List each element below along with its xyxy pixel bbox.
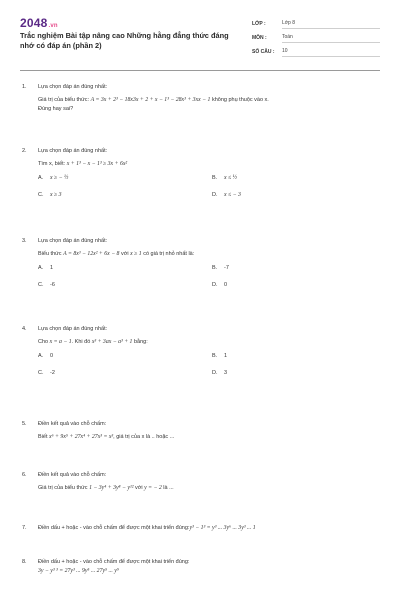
question-number: 4.	[22, 325, 27, 332]
math-expression: x ≥ 1	[130, 251, 142, 257]
option-label: A.	[38, 265, 44, 271]
math-expression: x = a − 1	[49, 339, 72, 345]
question-prompt: Điền dấu + hoặc - vào chỗ chấm để được một khai triển đúng:	[38, 524, 190, 531]
option-label: C.	[38, 192, 44, 198]
question-2	[22, 146, 378, 209]
option-text: x ≥ − ½	[50, 175, 69, 181]
body-text: bằng:	[132, 339, 148, 345]
option-label: C.	[38, 370, 44, 376]
logo-suffix: .vn	[48, 23, 58, 29]
question-prompt: Điền kết quả vào chỗ chấm:	[38, 420, 107, 427]
question-prompt: Lựa chọn đáp án đúng nhất:	[38, 83, 108, 90]
question-6	[22, 470, 378, 493]
math-expression: y = − 2	[144, 485, 162, 491]
option-text: 1	[50, 265, 54, 271]
option-c[interactable]	[38, 370, 55, 376]
body-text: với	[133, 485, 145, 491]
body-text: Biết	[38, 434, 50, 440]
option-label: A.	[38, 175, 44, 181]
option-label: B.	[212, 353, 218, 359]
body-text: , giá trị của x là .. hoặc ...	[113, 434, 175, 440]
body-text: là ...	[161, 485, 174, 491]
option-text: 0	[224, 282, 228, 288]
question-body	[38, 338, 378, 347]
answer-options	[38, 347, 378, 387]
question-number: 1.	[22, 83, 27, 90]
meta-value-subject: Toán	[282, 34, 380, 43]
body-text: có giá trị nhỏ nhất là:	[141, 251, 195, 257]
option-label: A.	[38, 353, 44, 359]
math-expression: x + 1³ − x − 1³ ≥ 3x + 6x²	[66, 161, 128, 167]
question-body	[38, 96, 378, 114]
answer-options	[38, 169, 378, 209]
body-line-2: Đúng hay sai?	[38, 106, 74, 112]
option-label: B.	[212, 265, 218, 271]
option-label: B.	[212, 175, 218, 181]
option-b[interactable]	[212, 353, 227, 359]
option-c[interactable]	[38, 282, 55, 288]
question-body	[38, 484, 378, 493]
question-3	[22, 236, 378, 299]
body-text: Tìm x, biết:	[38, 161, 67, 167]
option-text: 0	[50, 353, 54, 359]
meta-key-class: LỚP :	[252, 21, 266, 27]
question-number: 8.	[22, 558, 27, 565]
question-8	[22, 557, 378, 576]
answer-options	[38, 259, 378, 299]
question-number: 2.	[22, 147, 27, 154]
option-text: -2	[50, 370, 55, 376]
option-a[interactable]	[38, 265, 53, 271]
question-number: 7.	[22, 524, 27, 531]
option-a[interactable]	[38, 175, 68, 181]
body-text: Giá trị của biểu thức:	[38, 97, 91, 103]
page-title	[20, 31, 248, 51]
question-body	[38, 567, 378, 576]
option-d[interactable]	[212, 192, 241, 198]
question-1	[22, 82, 378, 114]
option-text: -7	[224, 265, 229, 271]
option-text: 3	[224, 370, 228, 376]
option-c[interactable]	[38, 192, 62, 198]
question-4	[22, 324, 378, 387]
body-text: Giá trị của biểu thức	[38, 485, 90, 491]
question-number: 3.	[22, 237, 27, 244]
option-text: x ≥ 3	[50, 192, 62, 198]
title-line-1: Trắc nghiệm Bài tập nâng cao Những hằng đẳng thức đáng	[20, 31, 229, 40]
option-label: D.	[212, 282, 218, 288]
meta-row-count	[252, 43, 380, 57]
question-7	[22, 523, 378, 532]
question-5	[22, 419, 378, 442]
title-line-2: nhớ có đáp án (phần 2)	[20, 41, 102, 50]
math-expression: x³ + 3ax − a³ + 1	[91, 339, 133, 345]
option-label: D.	[212, 192, 218, 198]
meta-row-class	[252, 15, 380, 29]
math-expression: A = 3x + 2³ − 18x3x + 2 + x − 1³ − 28x³ + 3xx − 1	[90, 97, 211, 103]
math-expression: y³ − 1³ = y³ ... 3y⁶ ... 3y³ ... 1	[189, 524, 256, 531]
question-prompt: Lựa chọn đáp án đúng nhất:	[38, 147, 108, 154]
option-label: C.	[38, 282, 44, 288]
option-d[interactable]	[212, 370, 227, 376]
question-body	[38, 250, 378, 259]
math-expression: A = 8x³ − 12x² + 6x − 8	[63, 251, 120, 257]
option-b[interactable]	[212, 175, 237, 181]
meta-row-subject	[252, 29, 380, 43]
meta-key-count: SỐ CÂU :	[252, 49, 275, 55]
meta-value-count: 10	[282, 48, 380, 57]
question-prompt: Điền kết quả vào chỗ chấm:	[38, 471, 107, 478]
body-text: Cho	[38, 339, 50, 345]
question-prompt: Điền dấu + hoặc - vào chỗ chấm để được một khai triển đúng:	[38, 558, 190, 565]
body-text: với	[119, 251, 131, 257]
question-body	[38, 160, 378, 169]
question-prompt: Lựa chọn đáp án đúng nhất:	[38, 325, 108, 332]
option-text: x ≤ ½	[224, 175, 238, 181]
option-text: 1	[224, 353, 228, 359]
meta-value-class: Lớp 8	[282, 20, 380, 29]
option-label: D.	[212, 370, 218, 376]
question-number: 6.	[22, 471, 27, 478]
math-expression: 3y − y³ ³ = 27y³ ... 9y⁵ ... 27y⁵ ... y⁹	[38, 568, 119, 574]
site-logo[interactable]	[20, 16, 58, 30]
header-divider	[20, 70, 380, 71]
option-b[interactable]	[212, 265, 229, 271]
meta-box	[252, 15, 380, 57]
body-text: . Khi đó	[71, 339, 92, 345]
question-prompt: Lựa chọn đáp án đúng nhất:	[38, 237, 108, 244]
body-text: không phụ thuộc vào x.	[210, 97, 269, 103]
question-number: 5.	[22, 420, 27, 427]
option-d[interactable]	[212, 282, 227, 288]
option-a[interactable]	[38, 353, 53, 359]
math-expression: 1 − 3y⁴ + 3y⁸ − y¹²	[89, 485, 134, 491]
logo-main: 2048	[20, 16, 48, 30]
option-text: -6	[50, 282, 55, 288]
math-expression: x⁶ + 9x⁵ + 27x⁴ + 27x³ = x³	[49, 434, 114, 440]
meta-key-subject: MÔN :	[252, 35, 267, 41]
question-body	[38, 433, 378, 442]
option-text: x ≤ − 3	[224, 192, 241, 198]
body-text: Biểu thức	[38, 251, 64, 257]
